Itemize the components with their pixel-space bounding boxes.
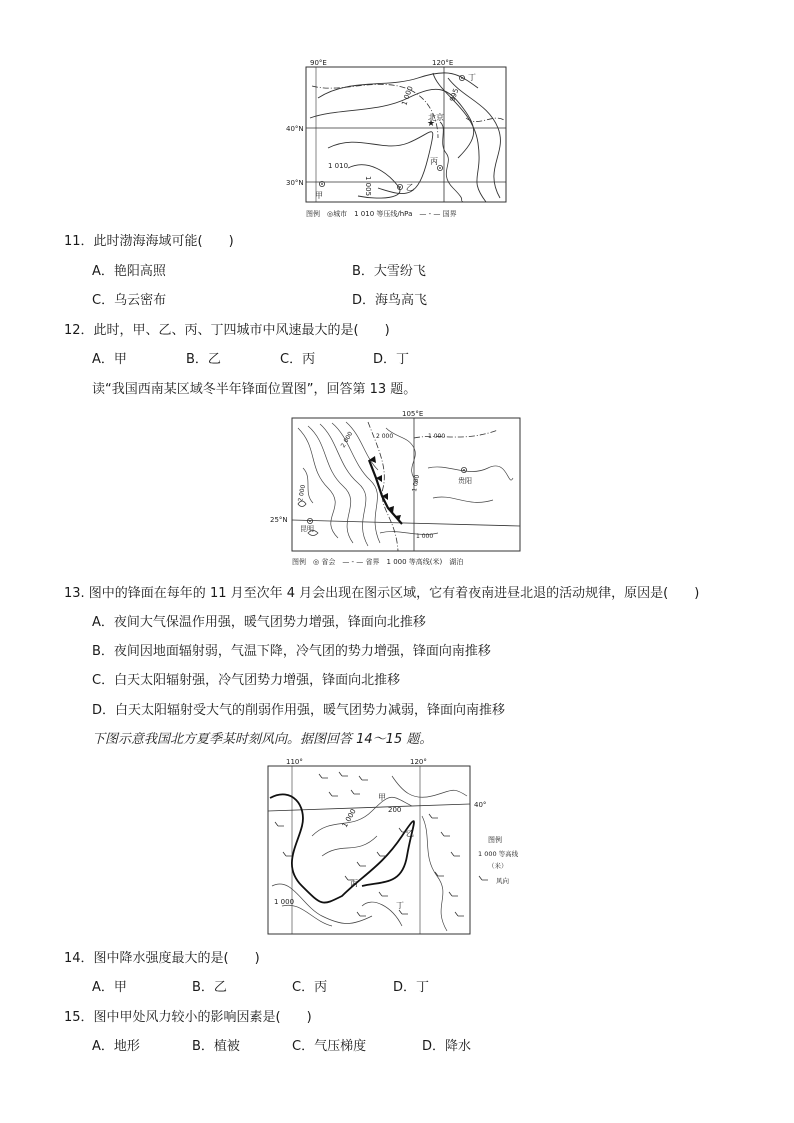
isobar-995-label: 995: [448, 87, 461, 103]
wind-barb-icon: [479, 876, 488, 880]
isobar-1005-label: 1 005: [364, 176, 372, 197]
lat-25-label: 25°N: [270, 516, 288, 524]
label-bing: 丙: [430, 157, 438, 166]
map3-legend-unit: （米）: [488, 862, 508, 870]
q14-option-c[interactable]: C．丙: [292, 980, 328, 995]
intro-q14: 下图示意我国北方夏季某时刻风向。据图回答 14～15 题。: [92, 732, 433, 747]
label-ding: 丁: [468, 73, 476, 82]
isobar-1000-label: 1 000: [400, 85, 415, 107]
contour-1000-label-a: 1 000: [340, 807, 358, 829]
contour-1000-label-b: 1 000: [411, 474, 421, 493]
intro-q13: 读“我国西南某区域冬半年锋面位置图”，回答第 13 题。: [92, 382, 417, 397]
q12-option-b[interactable]: B．乙: [186, 352, 221, 367]
q11-option-d[interactable]: D．海鸟高飞: [352, 293, 428, 308]
beijing-label: 北京: [428, 113, 444, 122]
q13-stem: 13. 图中的锋面在每年的 11 月至次年 4 月会出现在图示区域，它有着夜南进昼北退的活动规律，原因是( ): [64, 586, 700, 601]
wind-map: [262, 756, 552, 938]
map3-legend-wind: 风向: [496, 877, 509, 885]
contour-1000-label-c: 1 000: [416, 533, 434, 540]
q13-option-d[interactable]: D．白天太阳辐射受大气的削弱作用强，暖气团势力减弱，锋面向南推移: [92, 703, 506, 718]
q14-option-a[interactable]: A．甲: [92, 980, 127, 995]
lat-30-label: 30°N: [286, 179, 304, 187]
guiyang-label: 贵阳: [458, 477, 472, 485]
lat-40-label: 40°: [474, 801, 487, 809]
q12-option-a[interactable]: A．甲: [92, 352, 127, 367]
q15-stem: 15．图中甲处风力较小的影响因素是( ): [64, 1010, 312, 1025]
label-yi: 乙: [406, 829, 414, 838]
q11-option-a[interactable]: A．艳阳高照: [92, 264, 166, 279]
contour-2000-label-a: 2 000: [376, 433, 394, 440]
map2-legend: 图例 ◎ 省会 — - — 省界 1 000 等高线(米) 湖泊: [292, 558, 464, 566]
q12-stem: 12．此时，甲、乙、丙、丁四城市中风速最大的是( ): [64, 323, 390, 338]
q12-option-d[interactable]: D．丁: [373, 352, 410, 367]
lon-120-label: 120°: [410, 758, 427, 766]
q12-option-c[interactable]: C．丙: [280, 352, 316, 367]
q15-option-a[interactable]: A．地形: [92, 1039, 140, 1054]
q13-option-c[interactable]: C．白天太阳辐射强，冷气团势力增强，锋面向北推移: [92, 673, 401, 688]
q15-option-d[interactable]: D．降水: [422, 1039, 472, 1054]
lon-90-label: 90°E: [310, 59, 327, 67]
lat-40-label: 40°N: [286, 125, 304, 133]
q13-option-a[interactable]: A．夜间大气保温作用强，暖气团势力增强，锋面向北推移: [92, 615, 426, 630]
isobar-1010-label: 1 010: [328, 162, 349, 170]
label-jia: 甲: [315, 191, 323, 200]
contour-1000-label-a: 1 000: [428, 433, 446, 440]
q14-stem: 14．图中降水强度最大的是( ): [64, 951, 260, 966]
kunming-label: 昆明: [300, 525, 314, 533]
q13-option-b[interactable]: B．夜间因地面辐射弱，气温下降，冷气团的势力增强，锋面向南推移: [92, 644, 491, 659]
map1-legend: 图例 ◎城市 1 010 等压线/hPa — - — 国界: [306, 210, 457, 218]
lon-110-label: 110°: [286, 758, 303, 766]
map3-legend-title: 图例: [488, 836, 502, 844]
lon-120-label: 120°E: [432, 59, 454, 67]
label-yi: 乙: [406, 183, 414, 192]
q15-option-b[interactable]: B．植被: [192, 1039, 240, 1054]
contour-1000-label-b: 1 000: [274, 898, 295, 906]
contour-2000-label-b: 2 000: [339, 430, 355, 449]
q15-option-c[interactable]: C．气压梯度: [292, 1039, 367, 1054]
front-map: [268, 408, 526, 571]
q11-option-b[interactable]: B．大雪纷飞: [352, 264, 426, 279]
contour-200-label: 200: [388, 806, 402, 814]
q11-stem: 11．此时渤海海域可能( ): [64, 234, 234, 249]
label-ding: 丁: [396, 901, 404, 910]
q14-option-d[interactable]: D．丁: [393, 980, 430, 995]
label-bing: 丙: [350, 879, 358, 888]
map3-legend-contour: 1 000 等高线: [478, 850, 519, 858]
lon-105-label: 105°E: [402, 410, 424, 418]
label-jia: 甲: [378, 793, 386, 802]
isobar-map: [288, 58, 520, 224]
contour-2000-label-c: 2 000: [297, 484, 307, 503]
q14-option-b[interactable]: B．乙: [192, 980, 227, 995]
beijing-star-icon: ★: [427, 119, 436, 129]
q11-option-c[interactable]: C．乌云密布: [92, 293, 167, 308]
